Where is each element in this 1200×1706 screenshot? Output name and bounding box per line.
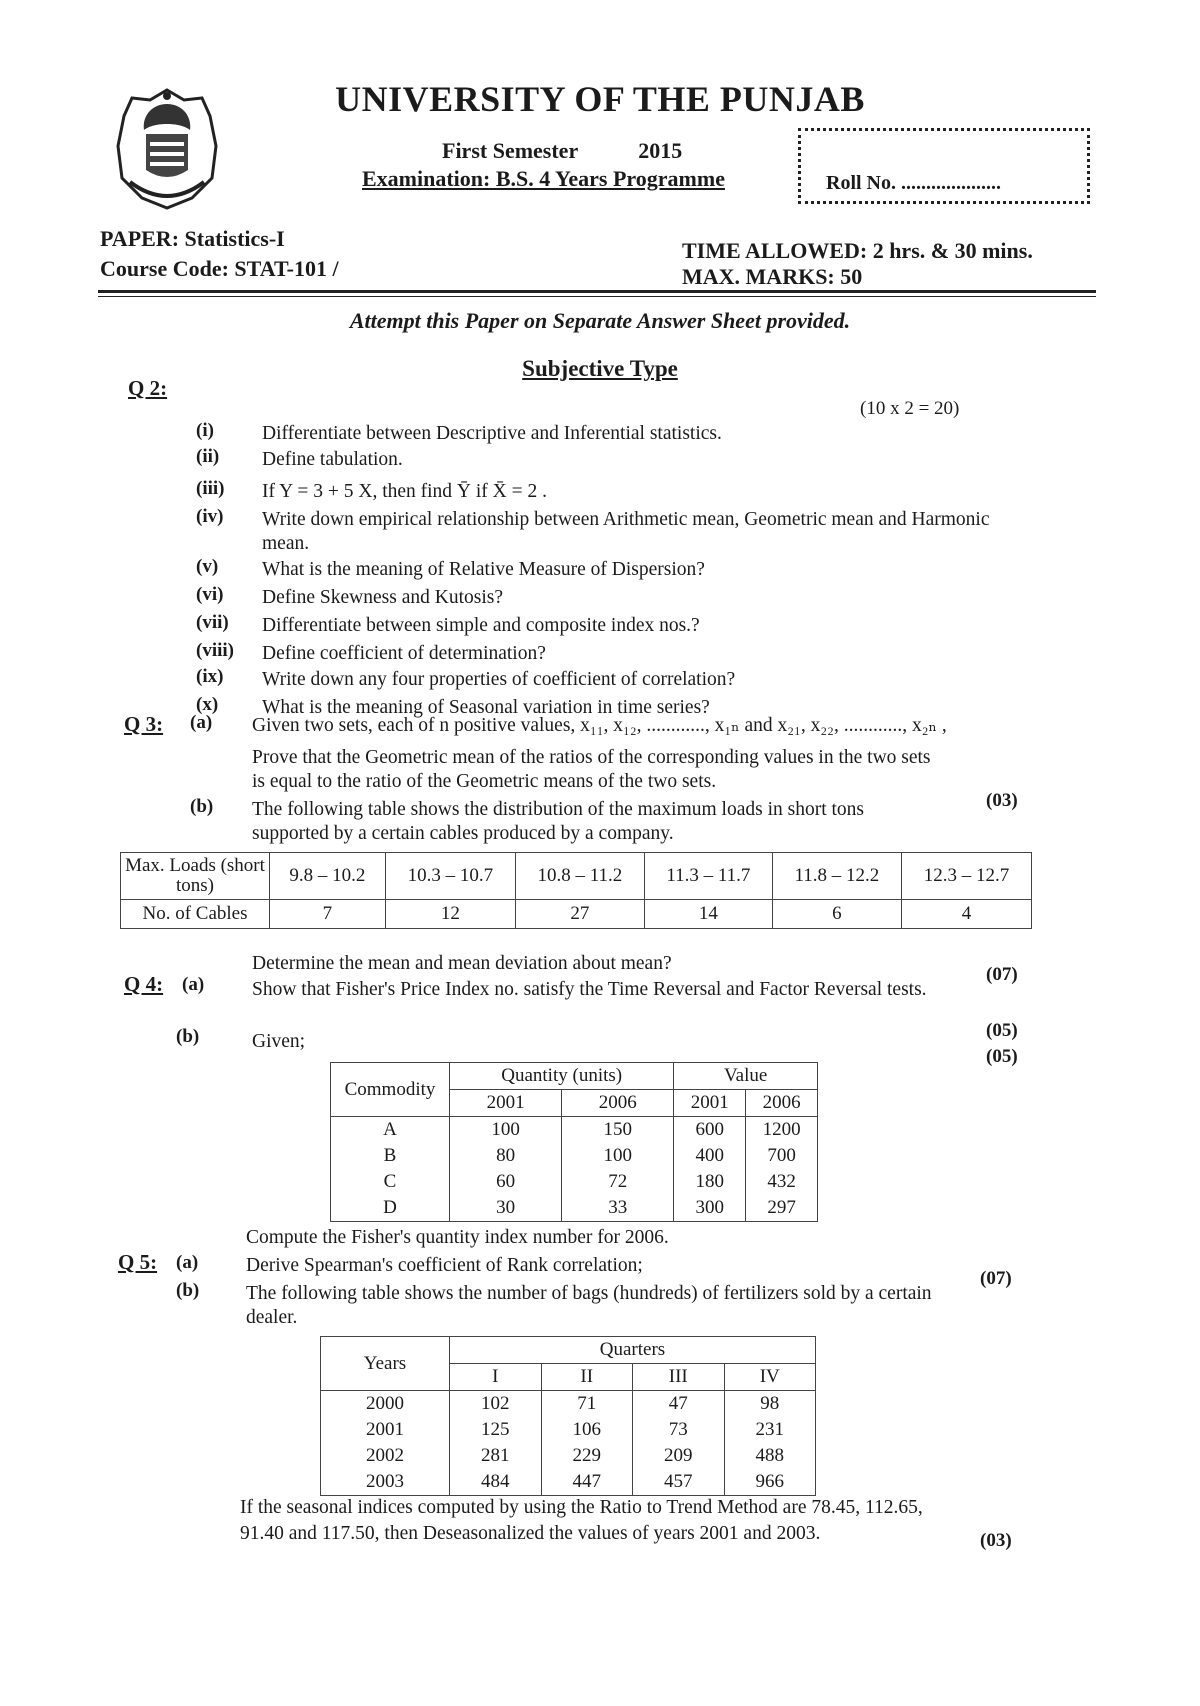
years-head: Years <box>321 1337 450 1391</box>
university-title: UNIVERSITY OF THE PUNJAB <box>335 79 865 119</box>
q2-item-num: (vi) <box>196 584 224 605</box>
table-cell: 600 <box>674 1117 746 1144</box>
max-marks: MAX. MARKS: 50 <box>682 264 863 289</box>
table-cell: 2003 <box>321 1469 450 1496</box>
q2-marks: (10 x 2 = 20) <box>860 398 960 419</box>
table-cell: 2000 <box>321 1391 450 1418</box>
class-cell: 11.3 – 11.7 <box>644 853 772 900</box>
q4b-text: Given; <box>252 1031 306 1052</box>
q5b-after1: If the seasonal indices computed by using the Ratio to Trend Method are 78.45, 112.65, <box>240 1497 923 1518</box>
q2-item-text: Differentiate between simple and composite index nos.? <box>262 615 700 636</box>
q3b-question: Determine the mean and mean deviation about mean? <box>252 953 672 974</box>
q5b-marks: (03) <box>980 1530 1012 1551</box>
year-cell: 2006 <box>746 1090 818 1117</box>
year-cell: 2001 <box>450 1090 562 1117</box>
loads-row <box>121 853 1032 900</box>
q2-label: Q 2: <box>128 376 168 400</box>
table-cell: 2002 <box>321 1443 450 1469</box>
q2-item-num: (i) <box>196 420 214 441</box>
table-cell: 229 <box>541 1443 633 1469</box>
q2-item-text: Define coefficient of determination? <box>262 643 546 664</box>
q2-item-text: Write down empirical relationship between Arithmetic mean, Geometric mean and Harmonic mean. <box>262 509 990 554</box>
q3a-line2: Prove that the Geometric mean of the ratios of the corresponding values in the two sets <box>252 747 931 768</box>
year-cell: 2006 <box>562 1090 674 1117</box>
table-cell: 432 <box>746 1169 818 1195</box>
q5a-num: (a) <box>176 1252 199 1273</box>
count-cell: 12 <box>385 900 515 929</box>
table-cell: 150 <box>562 1117 674 1144</box>
q5b-after2: 91.40 and 117.50, then Deseasonalized the values of years 2001 and 2003. <box>240 1523 821 1544</box>
q3a-marks: (03) <box>986 790 1018 811</box>
count-cell: 4 <box>901 900 1031 929</box>
quarters-head: Quarters <box>450 1337 816 1364</box>
header-rule-thick <box>98 290 1096 293</box>
table-cell: 488 <box>724 1443 816 1469</box>
table-cell: 80 <box>450 1143 562 1169</box>
q4a-text: Show that Fisher's Price Index no. satisfy the Time Reversal and Factor Reversal tests. <box>252 979 927 1000</box>
year-cell: 2001 <box>674 1090 746 1117</box>
count-cell: 27 <box>515 900 644 929</box>
table-cell: 47 <box>633 1391 725 1418</box>
quarters-table <box>320 1336 816 1496</box>
semester: First Semester <box>442 138 579 163</box>
cables-row <box>121 900 1032 929</box>
table-cell: 297 <box>746 1195 818 1222</box>
table-cell: 484 <box>450 1469 542 1496</box>
table-cell: 98 <box>724 1391 816 1418</box>
table-row <box>321 1391 816 1418</box>
table-row <box>331 1117 818 1144</box>
table-cell: 73 <box>633 1417 725 1443</box>
commodity-rows <box>331 1117 818 1222</box>
class-cell: 12.3 – 12.7 <box>901 853 1031 900</box>
q4a-num: (a) <box>182 974 205 995</box>
quarters-header-row <box>321 1337 816 1364</box>
table-cell: 72 <box>562 1169 674 1195</box>
table-cell: 106 <box>541 1417 633 1443</box>
quantity-head: Quantity (units) <box>450 1063 674 1090</box>
time-allowed: TIME ALLOWED: 2 hrs. & 30 mins. <box>682 238 1033 263</box>
q5b-line2: dealer. <box>246 1307 298 1328</box>
q3b-num: (b) <box>190 796 214 817</box>
table-cell: 33 <box>562 1195 674 1222</box>
table-cell: C <box>331 1169 450 1195</box>
instruction: Attempt this Paper on Separate Answer Sheet provided. <box>349 308 851 333</box>
table-cell: B <box>331 1143 450 1169</box>
year: 2015 <box>638 138 683 163</box>
q4-label: Q 4: <box>124 972 164 996</box>
q4b-question: Compute the Fisher's quantity index number for 2006. <box>246 1227 669 1248</box>
table-cell: 447 <box>541 1469 633 1496</box>
q5-label: Q 5: <box>118 1250 158 1274</box>
table-row <box>331 1143 818 1169</box>
table-cell: 281 <box>450 1443 542 1469</box>
q2-item-num: (ix) <box>196 666 224 687</box>
q5a-marks: (07) <box>980 1268 1012 1289</box>
quarter-cell: II <box>541 1364 633 1391</box>
roll-number-label: Roll No. .................... <box>826 172 1001 194</box>
commodity-head: Commodity <box>331 1063 450 1117</box>
q2-item-num: (iv) <box>196 506 224 527</box>
table-cell: A <box>331 1117 450 1144</box>
q3a-line1: Given two sets, each of n positive values, x₁₁, x₁₂, ............, x₁ₙ and x₂₁, x₂₂, ............, x₂ₙ , <box>252 715 947 736</box>
table-cell: 180 <box>674 1169 746 1195</box>
table-cell: 102 <box>450 1391 542 1418</box>
q2-item-text: Write down any four properties of coefficient of correlation? <box>262 669 736 690</box>
q2-item-num: (iii) <box>196 478 225 499</box>
course-code: Course Code: STAT-101 / <box>100 256 339 281</box>
table-cell: 966 <box>724 1469 816 1496</box>
count-cell: 14 <box>644 900 772 929</box>
section-title: Subjective Type <box>522 356 678 381</box>
count-cell: 6 <box>772 900 901 929</box>
q3a-line3: is equal to the ratio of the Geometric means of the two sets. <box>252 771 717 792</box>
table-row <box>321 1443 816 1469</box>
q2-item-text: If Y = 3 + 5 X, then find Ȳ if X̄ = 2 . <box>262 481 548 502</box>
table-cell: 1200 <box>746 1117 818 1144</box>
q5b-line1: The following table shows the number of bags (hundreds) of fertilizers sold by a certain <box>246 1283 932 1304</box>
q2-item-num: (viii) <box>196 640 234 661</box>
commodity-table <box>330 1062 818 1222</box>
cables-row-head: No. of Cables <box>121 900 270 929</box>
table-cell: D <box>331 1195 450 1222</box>
quarter-cell: III <box>633 1364 725 1391</box>
q4b-marks: (05) <box>986 1046 1018 1067</box>
table-cell: 100 <box>450 1117 562 1144</box>
loads-table <box>120 852 1032 929</box>
q3b-marks: (07) <box>986 964 1018 985</box>
table-row <box>331 1169 818 1195</box>
commodity-header-row <box>331 1063 818 1090</box>
q4a-marks: (05) <box>986 1020 1018 1041</box>
value-head: Value <box>674 1063 818 1090</box>
table-cell: 2001 <box>321 1417 450 1443</box>
table-row <box>321 1469 816 1496</box>
q3b-line1: The following table shows the distribution of the maximum loads in short tons <box>252 799 865 820</box>
paper-name: PAPER: Statistics-I <box>100 226 285 251</box>
q2-item-text: Define tabulation. <box>262 449 403 470</box>
q2-item-num: (v) <box>196 556 219 577</box>
loads-row-head: Max. Loads (short tons) <box>121 853 270 900</box>
table-row <box>321 1417 816 1443</box>
q5b-num: (b) <box>176 1280 200 1301</box>
q3-label: Q 3: <box>124 712 164 736</box>
q2-item-text: Define Skewness and Kutosis? <box>262 587 503 608</box>
q2-item-text: Differentiate between Descriptive and Inferential statistics. <box>262 423 722 444</box>
quarter-cell: IV <box>724 1364 816 1391</box>
examination-line: Examination: B.S. 4 Years Programme <box>362 166 725 191</box>
table-cell: 71 <box>541 1391 633 1418</box>
table-cell: 125 <box>450 1417 542 1443</box>
table-cell: 400 <box>674 1143 746 1169</box>
class-cell: 11.8 – 12.2 <box>772 853 901 900</box>
table-cell: 457 <box>633 1469 725 1496</box>
table-cell: 300 <box>674 1195 746 1222</box>
q4b-num: (b) <box>176 1026 200 1047</box>
class-cell: 10.8 – 11.2 <box>515 853 644 900</box>
class-cell: 9.8 – 10.2 <box>270 853 386 900</box>
q2-item-num: (vii) <box>196 612 229 633</box>
q3a-num: (a) <box>190 712 213 733</box>
quarters-rows <box>321 1391 816 1496</box>
count-cell: 7 <box>270 900 386 929</box>
table-cell: 231 <box>724 1417 816 1443</box>
q2-item-text: What is the meaning of Seasonal variation in time series? <box>262 697 710 718</box>
quarter-cell: I <box>450 1364 542 1391</box>
q3b-line2: supported by a certain cables produced by a company. <box>252 823 674 844</box>
table-row <box>331 1195 818 1222</box>
class-cell: 10.3 – 10.7 <box>385 853 515 900</box>
q2-item-num: (x) <box>196 694 219 715</box>
q5a-text: Derive Spearman's coefficient of Rank correlation; <box>246 1255 643 1276</box>
header-rule-thin <box>98 296 1096 297</box>
q2-item-text: What is the meaning of Relative Measure of Dispersion? <box>262 559 705 580</box>
table-cell: 60 <box>450 1169 562 1195</box>
semester-line <box>442 138 742 164</box>
table-cell: 700 <box>746 1143 818 1169</box>
table-cell: 209 <box>633 1443 725 1469</box>
q2-item-num: (ii) <box>196 446 220 467</box>
table-cell: 30 <box>450 1195 562 1222</box>
table-cell: 100 <box>562 1143 674 1169</box>
